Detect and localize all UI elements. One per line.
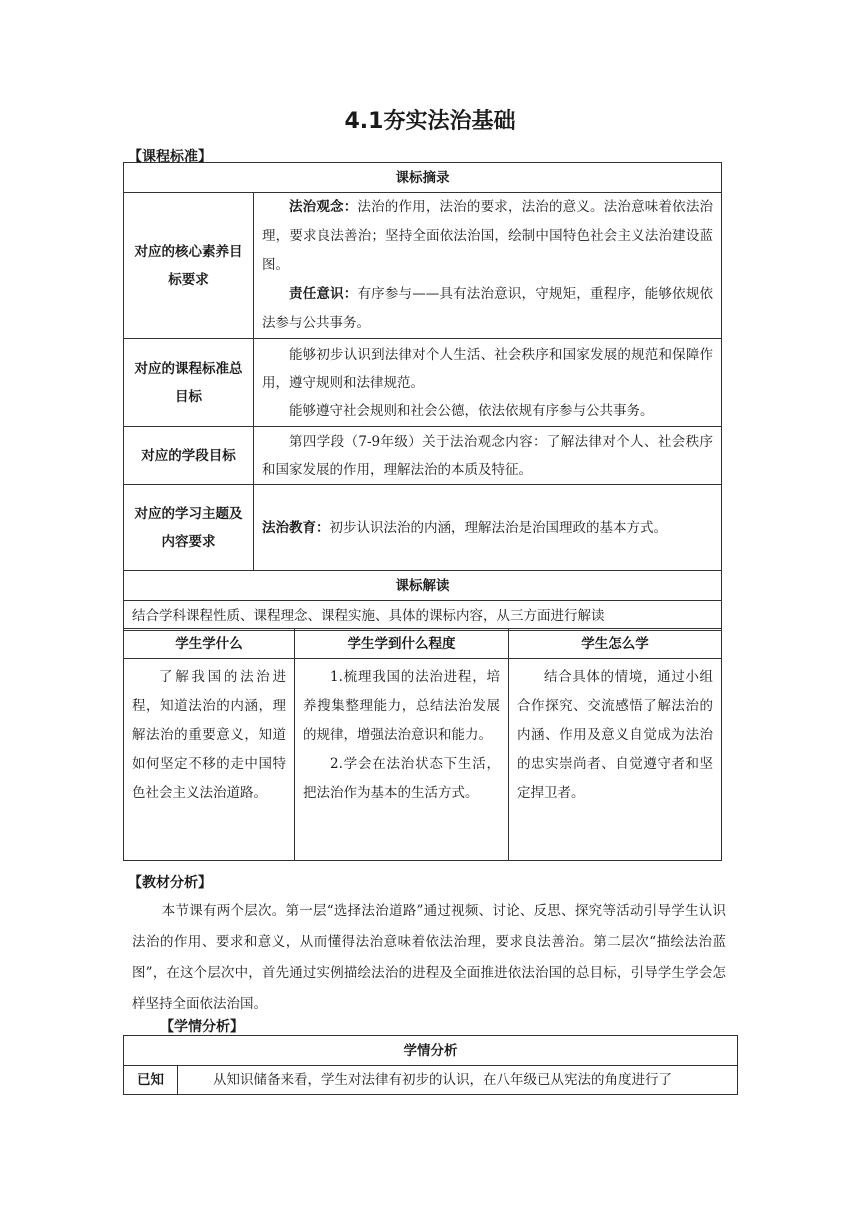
learner-row-text: 从知识储备来看，学生对法律有初步的认识，在八年级已从宪法的角度进行了 bbox=[178, 1066, 738, 1095]
column-content bbox=[295, 659, 509, 861]
paragraph-text: 能够遵守社会规则和社会公德，依法依规有序参与公共事务。 bbox=[289, 402, 654, 419]
paragraph-text: 2.学会在法治状态下生活，把法治作为基本的生活方式。 bbox=[303, 756, 500, 801]
column-content bbox=[124, 659, 295, 861]
column-header: 学生怎么学 bbox=[509, 629, 722, 659]
row-content bbox=[254, 339, 722, 427]
paragraph-text: 了解我国的法治进程，知道法治的内涵，理解法治的重要意义，知道如何坚定不移的走中国特色社会主义法治道路。 bbox=[132, 669, 286, 801]
interpret-header: 课标解读 bbox=[124, 571, 722, 601]
material-paragraph: 本节课有两个层次。第一层“选择法治道路”通过视频、讨论、反思、探究等活动引导学生认识法治的作用、要求和意义，从而懂得法治意味着依法治理，要求良法善治。第二层次“描绘法治蓝图”，在这个层次中，首先通过实例描绘法治的进程及全面推进依法治国的总目标，引导学生学会怎样坚持全面依法治国。 bbox=[132, 903, 726, 1012]
column-header: 学生学什么 bbox=[124, 629, 295, 659]
paragraph-text: 初步认识法治的内涵，理解法治是治国理政的基本方式。 bbox=[329, 519, 667, 536]
row-content bbox=[254, 427, 722, 485]
learner-table-header: 学情分析 bbox=[124, 1036, 738, 1066]
paragraph-text: 第四学段（7-9年级）关于法治观念内容：了解法律对个人、社会秩序和国家发展的作用，理解法治的本质及特征。 bbox=[262, 433, 713, 478]
learner-table bbox=[123, 1035, 738, 1095]
learner-row-label: 已知 bbox=[124, 1066, 178, 1095]
row-content bbox=[254, 193, 722, 339]
paragraph-text: 法治的作用，法治的要求，法治的意义。法治意味着依法治理，要求良法善治；坚持全面依法治国，绘制中国特色社会主义法治建设蓝图。 bbox=[262, 199, 714, 273]
column-content bbox=[509, 659, 722, 861]
keyword: 法治教育： bbox=[262, 519, 330, 536]
row-label: 对应的核心素养目标要求 bbox=[124, 193, 254, 339]
paragraph-text: 有序参与——具有法治意识，守规矩，重程序，能够依规依法参与公共事务。 bbox=[262, 286, 714, 331]
row-label: 对应的课程标准总目标 bbox=[124, 339, 254, 427]
section-label-learner: 【学情分析】 bbox=[160, 1019, 244, 1035]
interpret-note: 结合学科课程性质、课程理念、课程实施、具体的课标内容，从三方面进行解读 bbox=[124, 601, 722, 631]
paragraph-text: 1.梳理我国的法治进程，培养搜集整理能力，总结法治发展的规律，增强法治意识和能力。 bbox=[303, 669, 500, 743]
row-label: 对应的学习主题及内容要求 bbox=[124, 485, 254, 571]
column-header: 学生学到什么程度 bbox=[295, 629, 509, 659]
section-label-standard: 【课程标准】 bbox=[128, 149, 212, 165]
keyword: 法治观念： bbox=[289, 199, 358, 215]
section-label-material: 【教材分析】 bbox=[128, 875, 212, 891]
paragraph-text: 能够初步认识到法律对个人生活、社会秩序和国家发展的规范和保障作用，遵守规则和法律规范。 bbox=[262, 346, 713, 391]
row-content bbox=[254, 485, 722, 571]
row-label: 对应的学段目标 bbox=[124, 427, 254, 485]
interpret-columns-table bbox=[123, 628, 722, 861]
table-header: 课标摘录 bbox=[124, 163, 722, 193]
paragraph-text: 结合具体的情境，通过小组合作探究、交流感悟了解法治的内涵、作用及意义自觉成为法治的忠实崇尚者、自觉遵守者和坚定捍卫者。 bbox=[517, 669, 713, 801]
keyword: 责任意识： bbox=[289, 286, 358, 302]
page-title: 4.1夯实法治基础 bbox=[344, 109, 516, 134]
standard-table bbox=[123, 162, 722, 631]
